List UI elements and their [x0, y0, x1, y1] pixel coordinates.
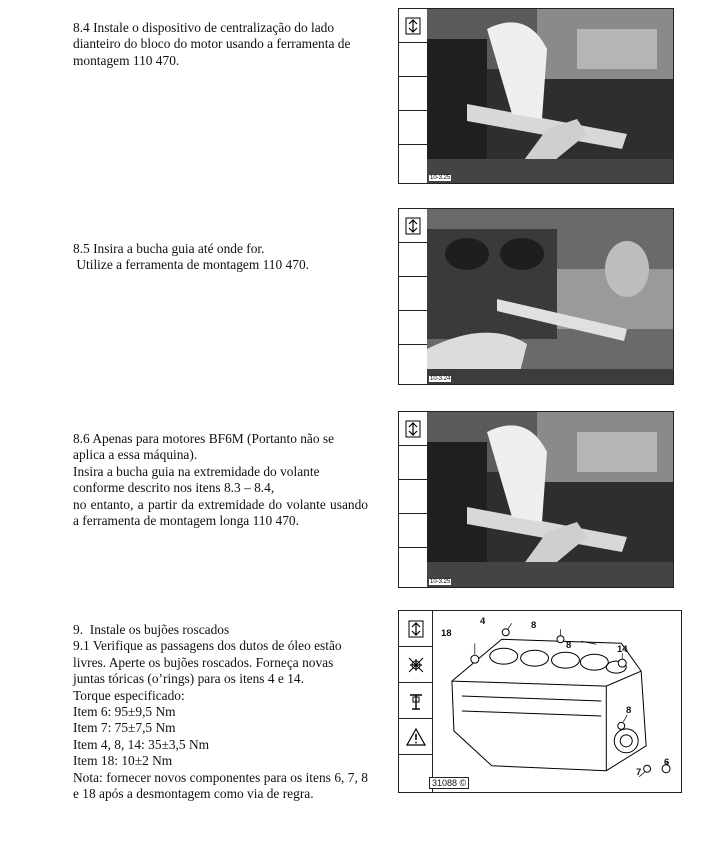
engine-block-drawing: [432, 611, 681, 792]
install-arrow-icon: [399, 611, 432, 647]
icon-strip: [399, 611, 433, 792]
step-9-title: 9. Instale os bujões roscados: [73, 622, 230, 637]
figure-8-5: [398, 208, 674, 385]
step-8-5: [73, 241, 368, 274]
torque-item-4-8-14: Item 4, 8, 14: 35±3,5 Nm: [73, 736, 210, 752]
note-text: Nota: fornecer novos componentes para os itens 6, 7, 8 e 18 após a desmontagem como via de regra.: [73, 769, 368, 802]
callout-8: 8: [566, 640, 572, 651]
step-9: [73, 622, 368, 802]
figure-ref: 10-3.25: [430, 579, 451, 585]
icon-strip: [399, 9, 428, 183]
callout-18: 18: [441, 628, 452, 639]
diagram-ref: [429, 777, 469, 789]
torque-wrench-icon: [399, 683, 432, 719]
figure-8-6: [398, 411, 674, 588]
icon-strip: [399, 412, 428, 587]
step-8-5-text-2: Utilize a ferramenta de montagem 110 470.: [73, 257, 309, 273]
diagram-ref-number: 31088: [432, 778, 458, 788]
torque-item-18: Item 18: 10±2 Nm: [73, 753, 173, 769]
step-8-4: [73, 20, 368, 69]
no-tool-icon: [399, 647, 432, 683]
step-8-5-text: 8.5 Insira a bucha guia até onde for.: [73, 241, 265, 256]
photo-flywheel-end: [427, 412, 673, 587]
torque-heading: Torque especificado:: [73, 687, 185, 703]
photo-centering-device: [427, 9, 673, 183]
step-9-1-text: 9.1 Verifique as passagens dos dutos de óleo estão livres. Aperte os bujões roscados. Forneça novas juntas tóricas (o’rings) para os itens 4 e 14.: [73, 638, 342, 687]
torque-item-7: Item 7: 75±7,5 Nm: [73, 720, 176, 736]
warning-icon: [399, 719, 432, 755]
step-8-6: [73, 431, 368, 529]
figure-plugs-diagram: [398, 610, 682, 793]
figure-ref: 10-3.25: [430, 175, 451, 181]
figure-8-4: [398, 8, 674, 184]
callout-6: 6: [664, 757, 670, 768]
callout-8: 8: [626, 705, 632, 716]
step-8-6-text: 8.6 Apenas para motores BF6M (Portanto não se aplica a essa máquina).: [73, 431, 335, 463]
torque-item-6: Item 6: 95±9,5 Nm: [73, 704, 176, 720]
install-arrow-icon: [399, 9, 427, 43]
figure-ref: 10-3.24: [430, 376, 451, 382]
callout-4: 4: [480, 616, 486, 627]
callout-8: 8: [531, 620, 537, 631]
icon-strip: [399, 209, 428, 384]
step-8-6-text-2: Insira a bucha guia na extremidade do volante conforme descrito nos itens 8.3 – 8.4,: [73, 463, 320, 496]
callout-7: 7: [636, 767, 642, 778]
step-8-6-text-3: no entanto, a partir da extremidade do volante usando a ferramenta de montagem longa 110 470.: [73, 496, 368, 529]
install-arrow-icon: [399, 209, 427, 243]
photo-guide-bushing: [427, 209, 673, 384]
copyright-mark: ©: [459, 778, 467, 788]
install-arrow-icon: [399, 412, 427, 446]
callout-14: 14: [617, 644, 628, 655]
step-8-4-text: 8.4 Instale o dispositivo de centralização do lado dianteiro do bloco do motor usando a ferramenta de montagem 110 470.: [73, 20, 351, 68]
